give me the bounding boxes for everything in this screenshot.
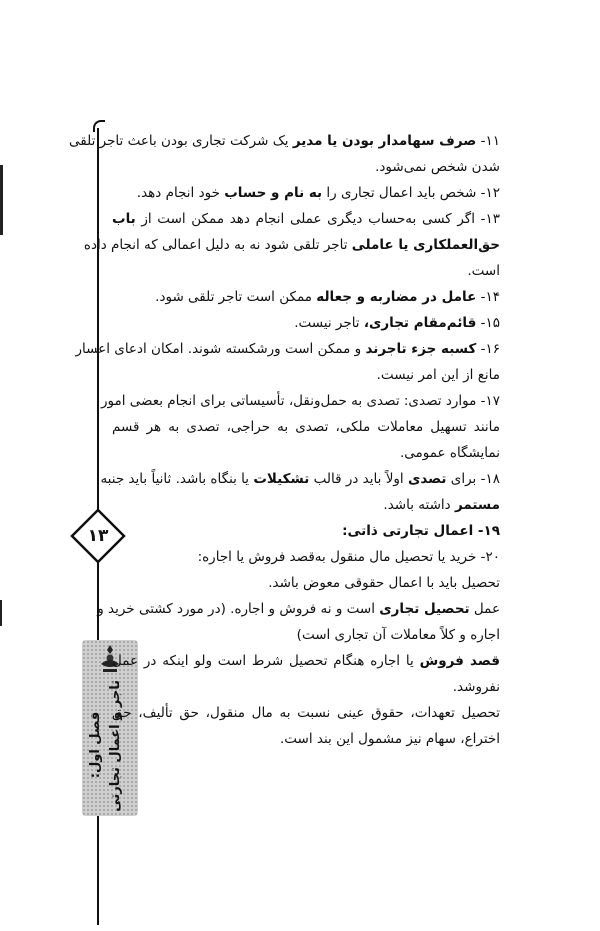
text-run: تاجر تلقی شود نه به دلیل اعمالی که انجام داده bbox=[83, 237, 352, 253]
text-run: نفروشد. bbox=[452, 679, 500, 695]
text-line bbox=[112, 440, 500, 466]
bold-term: صرف سهامدار بودن یا مدیر bbox=[292, 133, 477, 149]
text-line bbox=[112, 570, 500, 596]
text-run: ۱۸- برای bbox=[446, 471, 500, 487]
text-run: ممکن است تاجر تلقی شود. bbox=[155, 289, 317, 305]
text-run: عمل bbox=[469, 601, 500, 617]
text-line bbox=[101, 388, 500, 414]
text-run: تحصیل باید با اعمال حقوقی معوض باشد. bbox=[268, 575, 500, 591]
text-run: داشته باشد. bbox=[383, 497, 455, 513]
text-line bbox=[112, 674, 500, 700]
text-line bbox=[100, 466, 500, 492]
bold-term: تشکیلات bbox=[253, 471, 310, 487]
text-run: و ممکن است ورشکسته شوند. امکان ادعای اعسار bbox=[75, 341, 366, 357]
bold-term: عامل در مضاربه و جعاله bbox=[316, 289, 477, 305]
text-run: اجاره و کلاً معاملات آن تجاری است) bbox=[296, 627, 500, 643]
bold-term: ۱۹- اعمال تجارتی ذاتی: bbox=[342, 523, 500, 539]
text-run: ۱۶- bbox=[476, 341, 500, 357]
chapter-subtitle: تاجر و اعمال تجارتی bbox=[108, 680, 123, 812]
bold-term: قائم‌مقام تجاری، bbox=[363, 315, 477, 331]
text-run: شدن شخص نمی‌شود. bbox=[375, 159, 500, 175]
text-line bbox=[112, 180, 500, 206]
text-run: است. bbox=[467, 263, 500, 279]
text-line bbox=[112, 284, 500, 310]
bold-term: قصد فروش bbox=[419, 653, 500, 669]
text-run: یا اجاره هنگام تحصیل شرط است ولو اینکه در عمل bbox=[112, 653, 420, 669]
text-run: ۲۰- خرید یا تحصیل مال منقول به‌قصد فروش یا اجاره: bbox=[197, 549, 500, 565]
text-line bbox=[112, 258, 500, 284]
text-line bbox=[112, 622, 500, 648]
text-run: ۱۴- bbox=[476, 289, 500, 305]
text-line bbox=[97, 596, 500, 622]
text-run: اولاً باید در قالب bbox=[309, 471, 408, 487]
page-number: ۱۳ bbox=[87, 526, 109, 546]
text-line bbox=[112, 310, 500, 336]
text-run: یک شرکت تجاری بودن باعث تاجر تلقی bbox=[69, 133, 293, 149]
text-run: ۱۷- موارد تصدی: تصدی به حمل‌ونقل، تأسیساتی برای انجام بعضی امور bbox=[101, 393, 500, 409]
bold-term: حق‌العملکاری یا عاملی bbox=[351, 237, 500, 253]
text-run: ۱۵- bbox=[476, 315, 500, 331]
text-run: ۱۱- bbox=[476, 133, 500, 149]
text-line bbox=[83, 232, 500, 258]
text-line bbox=[112, 414, 500, 440]
bold-term: تصدی bbox=[407, 471, 447, 487]
text-run: مانع از این امر نیست. bbox=[376, 367, 500, 383]
text-line bbox=[112, 544, 500, 570]
scan-edge-mark bbox=[0, 600, 2, 626]
text-run: ۱۲- شخص باید اعمال تجاری را bbox=[322, 185, 500, 201]
bold-term: کسبه جزء تاجرند bbox=[365, 341, 477, 357]
bold-term: به نام و حساب bbox=[224, 185, 323, 201]
text-line bbox=[112, 206, 500, 232]
text-run: تاجر نیست. bbox=[294, 315, 364, 331]
text-run: اختراع، سهام نیز مشمول این بند است. bbox=[280, 731, 500, 747]
scan-edge-mark bbox=[0, 165, 3, 235]
bold-term: مستمر bbox=[454, 497, 500, 513]
chapter-label: فصل اول: bbox=[88, 711, 103, 779]
text-line bbox=[112, 492, 500, 518]
text-line bbox=[112, 700, 500, 726]
text-line bbox=[112, 518, 500, 544]
bold-term: باب bbox=[112, 211, 136, 227]
text-run: نمایشگاه عمومی. bbox=[399, 445, 500, 461]
text-run: است و نه فروش و اجاره. (در مورد کشتی خرید و bbox=[97, 601, 380, 617]
text-line bbox=[112, 154, 500, 180]
text-line bbox=[112, 726, 500, 752]
text-line bbox=[112, 648, 500, 674]
text-run: ۱۳- اگر کسی به‌حساب دیگری عملی انجام دهد ممکن است از bbox=[135, 211, 500, 227]
text-run: تحصیل تعهدات، حقوق عینی نسبت به مال منقول، حق تألیف، حق bbox=[112, 705, 500, 721]
text-run: یا بنگاه باشد. ثانیاً باید جنبه bbox=[100, 471, 254, 487]
text-line bbox=[75, 336, 500, 362]
bold-term: تحصیل تجاری bbox=[379, 601, 470, 617]
text-line bbox=[69, 128, 500, 154]
text-run: خود انجام دهد. bbox=[136, 185, 225, 201]
text-line bbox=[112, 362, 500, 388]
text-run: مانند تسهیل معاملات ملکی، تصدی به حراجی، تصدی به هر قسم bbox=[112, 419, 500, 435]
